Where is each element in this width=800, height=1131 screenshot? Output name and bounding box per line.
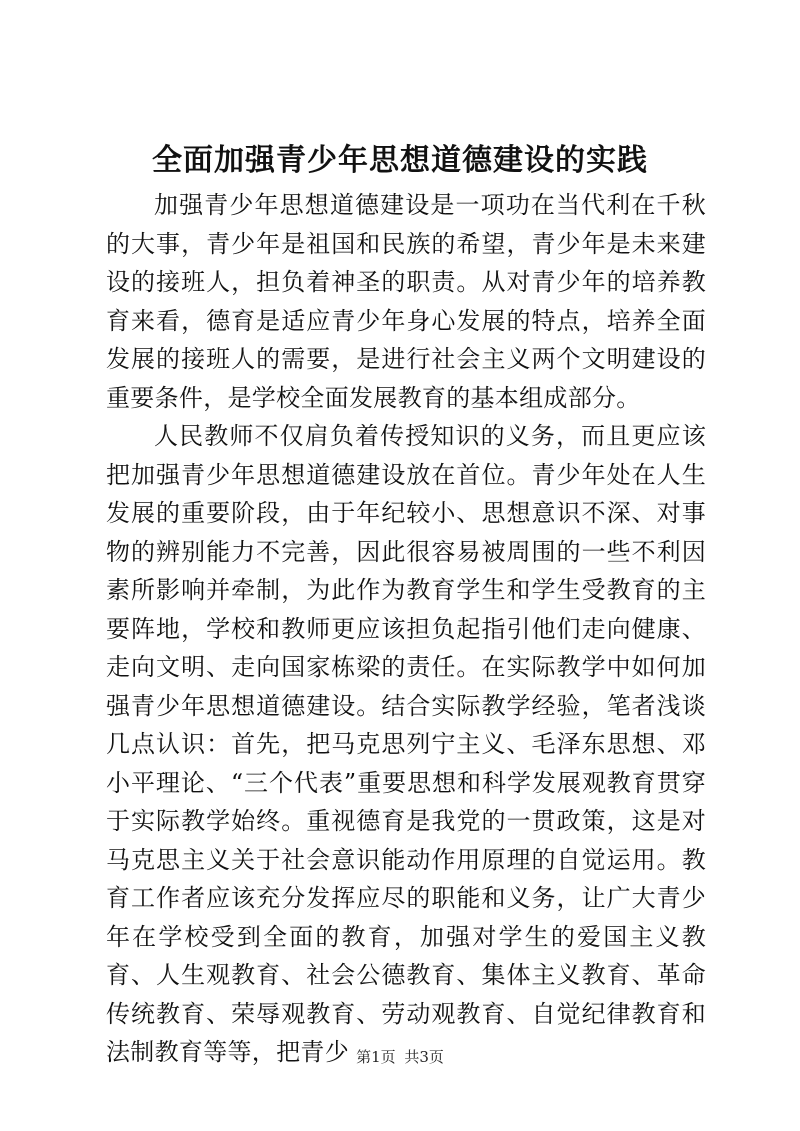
page-number: 第1页 — [356, 1048, 396, 1066]
document-title: 全面加强青少年思想道德建设的实践 — [152, 143, 648, 178]
total-pages: 共3页 — [404, 1048, 444, 1066]
paragraph-1: 加强青少年思想道德建设是一项功在当代利在千秋的大事，青少年是祖国和民族的希望，青少年是未来建设的接班人，担负着神圣的职责。从对青少年的培养教育来看，德育是适应青少年身心发展的特点，培养全面发展的接班人的需要，是进行社会主义两个文明建设的重要条件，是学校全面发展教育的基本组成部分。 — [106, 191, 706, 412]
document-body — [106, 186, 706, 1072]
paragraph-2: 人民教师不仅肩负着传授知识的义务，而且更应该把加强青少年思想道德建设放在首位。青少年处在人生发展的重要阶段，由于年纪较小、思想意识不深、对事物的辨别能力不完善，因此很容易被周围的一些不利因素所影响并牵制，为此作为教育学生和学生受教育的主要阵地，学校和教师更应该担负起指引他们走向健康、走向文明、走向国家栋梁的责任。在实际教学中如何加强青少年思想道德建设。结合实际教学经验，笔者浅谈几点认识：首先，把马克思列宁主义、毛泽东思想、邓小平理论、“三个代表”重要思想和科学发展观教育贯穿于实际教学始终。重视德育是我党的一贯政策，这是对马克思主义关于社会意识能动作用原理的自觉运用。教育工作者应该充分发挥应尽的职能和义务，让广大青少年在学校受到全面的教育，加强对学生的爱国主义教育、人生观教育、社会公德教育、集体主义教育、革命传统教育、荣辱观教育、劳动观教育、自觉纪律教育和法制教育等等，把青少 — [106, 422, 706, 1066]
page-footer — [0, 1047, 800, 1067]
